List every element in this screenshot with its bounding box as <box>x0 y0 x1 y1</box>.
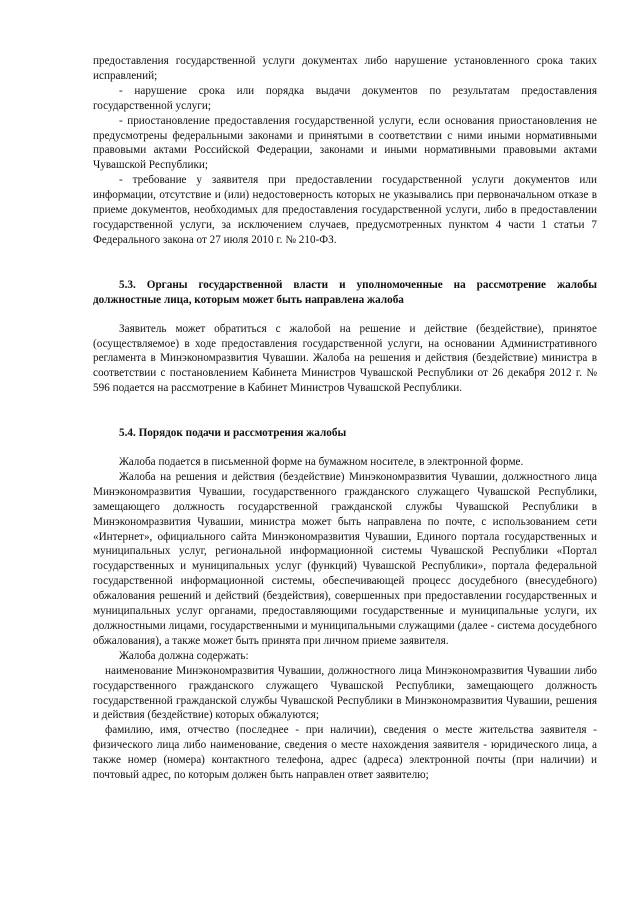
section-5-4-paragraph-3: Жалоба должна содержать: <box>119 649 249 662</box>
section-5-4-heading: 5.4. Порядок подачи и рассмотрения жалобы <box>119 427 347 440</box>
list-item-document-requirement: - требование у заявителя при предоставлении государственной услуги документов или информации, отсутствие и (или) недостоверность которых не указывались при первоначальном отказе в приеме документов, необходимых для предоставления государственной услуги, либо в предоставлении государственной услуги, за исключением случаев, предусмотренных пунктом 4 части 1 статьи 7 Федерального закона от 27 июля 2010 г. № 210-ФЗ. <box>93 174 597 246</box>
section-5-4-paragraph-4: наименование Минэкономразвития Чувашии, должностного лица Минэкономразвития Чувашии либо государственного гражданского служащего Чувашской Республики, замещающего должность государственной гражданской службы Чувашской Республики в Минэкономразвития Чувашии, решения и действия (бездействие) которых обжалуются; <box>93 664 597 722</box>
section-5-3-heading: 5.3. Органы государственной власти и уполномоченные на рассмотрение жалобы должностные лица, которым может быть направлена жалоба <box>93 278 597 306</box>
section-5-4-paragraph-1: Жалоба подается в письменной форме на бумажном носителе, в электронной форме. <box>119 456 524 469</box>
section-5-4-paragraph-2: Жалоба на решения и действия (бездействие) Минэкономразвития Чувашии, должностного лица Минэкономразвития Чувашии, государственного гражданского служащего Чувашской Республики, замещающего должность государственной гражданской службы Чувашской Республики в Минэкономразвития Чувашии, министра может быть направлена по почте, с использованием сети «Интернет», официального сайта Минэкономразвития Чувашии, Единого портала государственных и муниципальных услуг, региональной информационной системы Чувашской Республики «Портал государственных и муниципальных услуг (функций) Чувашской Республики», портала федеральной государственной информационной системы, обеспечивающей процесс досудебного (внесудебного) обжалования решений и действий (бездействия), совершенных при предоставлении государственных и муниципальных услуг органами, предоставляющими государственные и муниципальные услуги, их должностными лицами, государственными и муниципальными служащими (далее - система досудебного обжалования), а также может быть принята при личном приеме заявителя. <box>93 470 597 647</box>
section-5-3-text: Заявитель может обратиться с жалобой на решение и действие (бездействие), принятое (осуществляемое) в ходе предоставления государственной услуги, на основании Административного регламента в Минэкономразвития Чувашии. Жалоба на решения и действия (бездействие) министра в соответствии с постановлением Кабинета Министров Чувашской Республики от 26 декабря 2012 г. № 596 подается на рассмотрение в Кабинет Министров Чувашской Республики. <box>93 322 597 395</box>
list-item-deadline-violation: - нарушение срока или порядка выдачи документов по результатам предоставления государственной услуги; <box>93 84 597 112</box>
paragraph-continuation: предоставления государственной услуги документах либо нарушение установленного срока таких исправлений; <box>93 55 597 82</box>
document-page <box>93 54 597 783</box>
section-5-4-paragraph-5: фамилию, имя, отчество (последнее - при наличии), сведения о месте жительства заявителя - физического лица либо наименование, сведения о месте нахождения заявителя - юридического лица, а также номер (номера) контактного телефона, адрес (адреса) электронной почты (при наличии) и почтовый адрес, по которым должен быть направлен ответ заявителю; <box>93 724 597 782</box>
list-item-suspension: - приостановление предоставления государственной услуги, если основания приостановления не предусмотрены федеральными законами и принятыми в соответствии с ними иными нормативными правовыми актами Российской Федерации, законами и иными нормативными правовыми актами Чувашской Республики; <box>93 114 597 172</box>
